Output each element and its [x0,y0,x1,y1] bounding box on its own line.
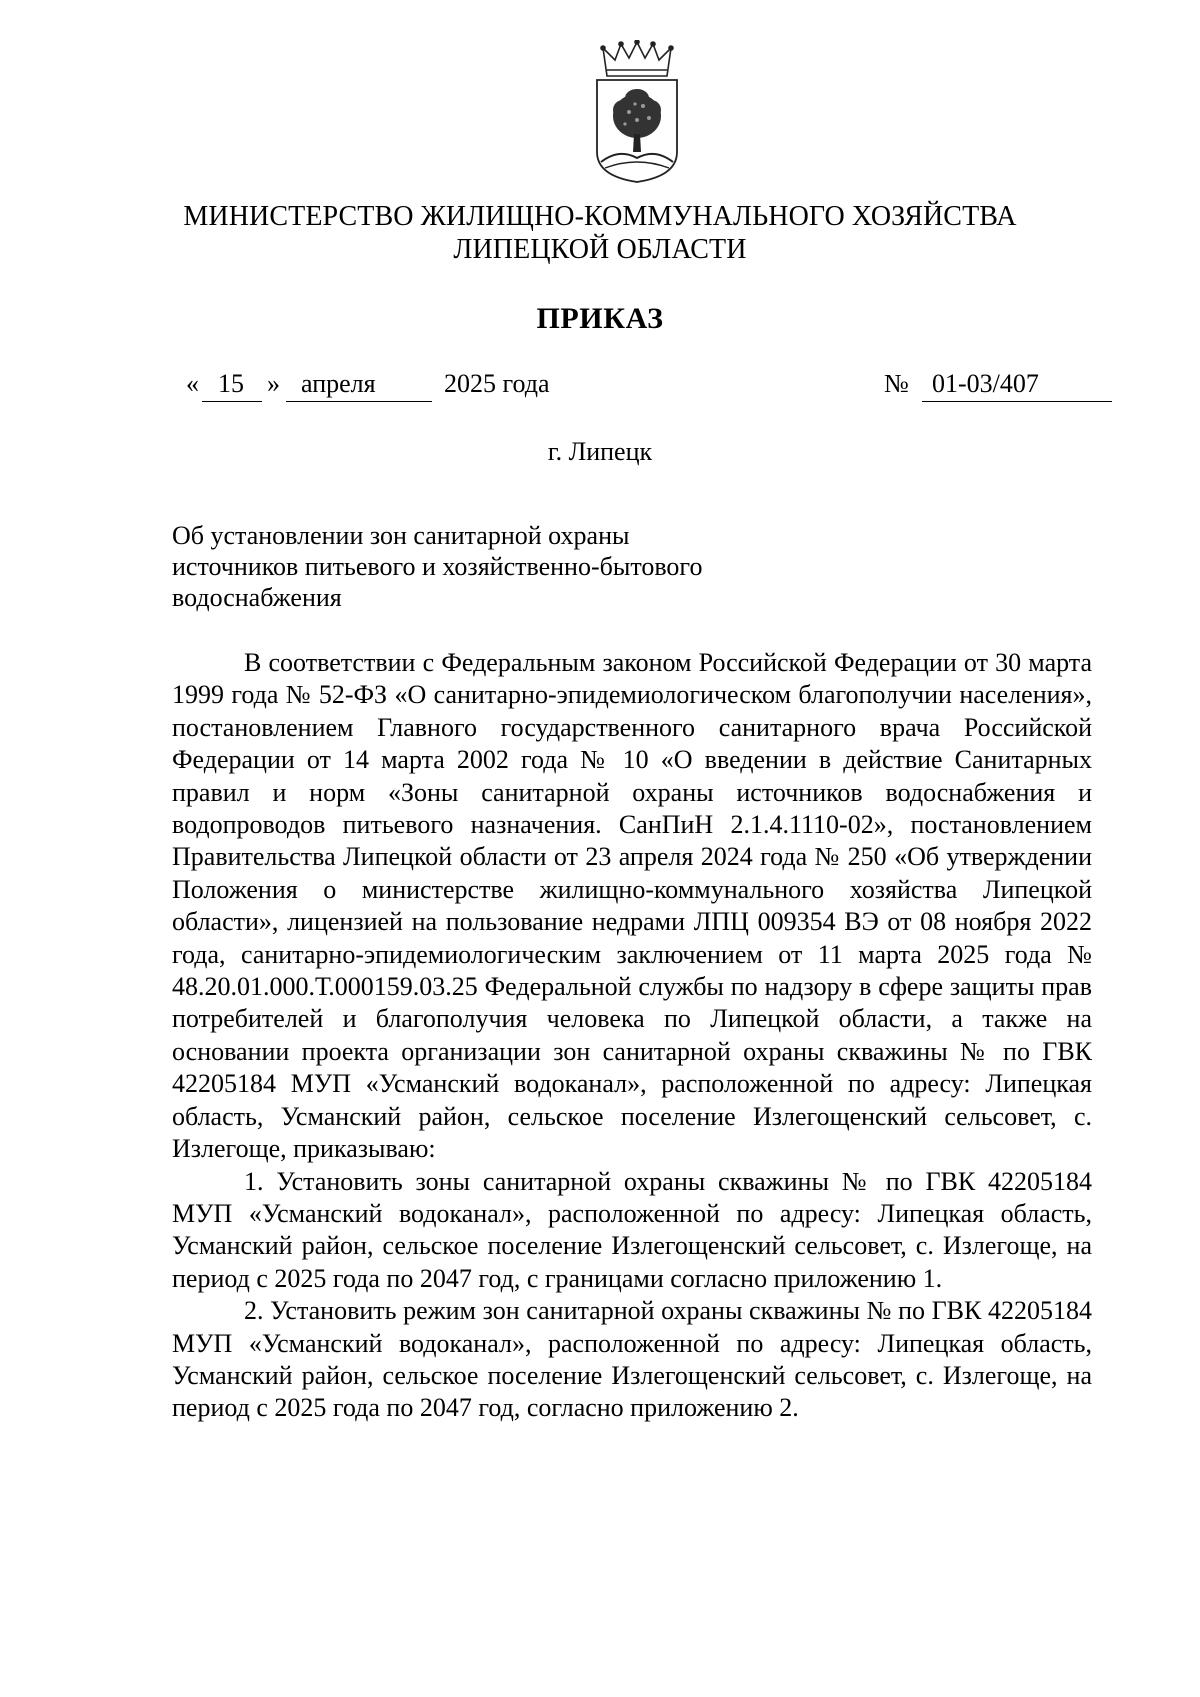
date-day: 15 [218,369,244,398]
date-number-row [0,368,1200,408]
date-year: 2025 года [444,369,550,398]
date-close-quote: » [267,369,280,398]
number-underline [922,401,1112,402]
city: г. Липецк [547,437,653,466]
subject-line1: Об установлении зон санитарной охраны [172,521,630,550]
subject-line2: источников питьевого и хозяйственно-бытового [172,552,703,581]
ministry-name-line2: ЛИПЕЦКОЙ ОБЛАСТИ [453,234,747,265]
document-type: ПРИКАЗ [536,302,664,335]
order-item-2: 2. Установить режим зон санитарной охраны скважины № по ГВК 42205184 МУП «Усманский водоканал», расположенной по адресу: Липецкая область, Усманский район, сельское поселение Излегощенский сельсовет, с. Излегоще, на период с 2025 года по 2047 год, согласно приложению 2. [172,1296,1092,1423]
subject-line3: водоснабжения [172,583,342,612]
lipetsk-coat-of-arms-icon [591,40,683,183]
date-month: апреля [301,369,376,398]
order-subject [172,520,812,613]
preamble-paragraph: В соответствии с Федеральным законом Российской Федерации от 30 марта 1999 года № 52-ФЗ «О санитарно-эпидемиологическом благополучии населения», постановлением Главного государственного санитарного врача Российской Федерации от 14 марта 2002 года № 10 «О введении в действие Санитарных правил и норм «Зоны санитарной охраны источников водоснабжения и водопроводов питьевого назначения. СанПиН 2.1.4.1110-02», постановлением Правительства Липецкой области от 23 апреля 2024 года № 250 «Об утверждении Положения о министерстве жилищно-коммунального хозяйства Липецкой области», лицензией на пользование недрами ЛПЦ 009354 ВЭ от 08 ноября 2022 года, санитарно-эпидемиологическим заключением от 11 марта 2025 года № 48.20.01.000.Т.000159.03.25 Федеральной службы по надзору в сфере защиты прав потребителей и благополучия человека по Липецкой области, а также на основании проекта организации зон санитарной охраны скважины № по ГВК 42205184 МУП «Усманский водоканал», расположенной по адресу: Липецкая область, Усманский район, сельское поселение Излегощенский сельсовет, с. Излегоще, приказываю: [172,648,1092,1164]
ministry-name-line1: МИНИСТЕРСТВО ЖИЛИЩНО-КОММУНАЛЬНОГО ХОЗЯЙСТВА [183,201,1017,232]
date-open-quote: « [186,369,199,398]
order-number: 01-03/407 [932,369,1039,398]
order-item-1: 1. Установить зоны санитарной охраны скважины № по ГВК 42205184 МУП «Усманский водоканал», расположенной по адресу: Липецкая область, Усманский район, сельское поселение Излегощенский сельсовет, с. Излегоще, на период с 2025 года по 2047 год, с границами согласно приложению 1. [172,1166,1092,1293]
month-underline [286,401,432,402]
number-sign: № [884,369,909,398]
order-body [172,647,1092,1425]
day-underline [202,401,262,402]
ministry-name [0,200,1200,266]
